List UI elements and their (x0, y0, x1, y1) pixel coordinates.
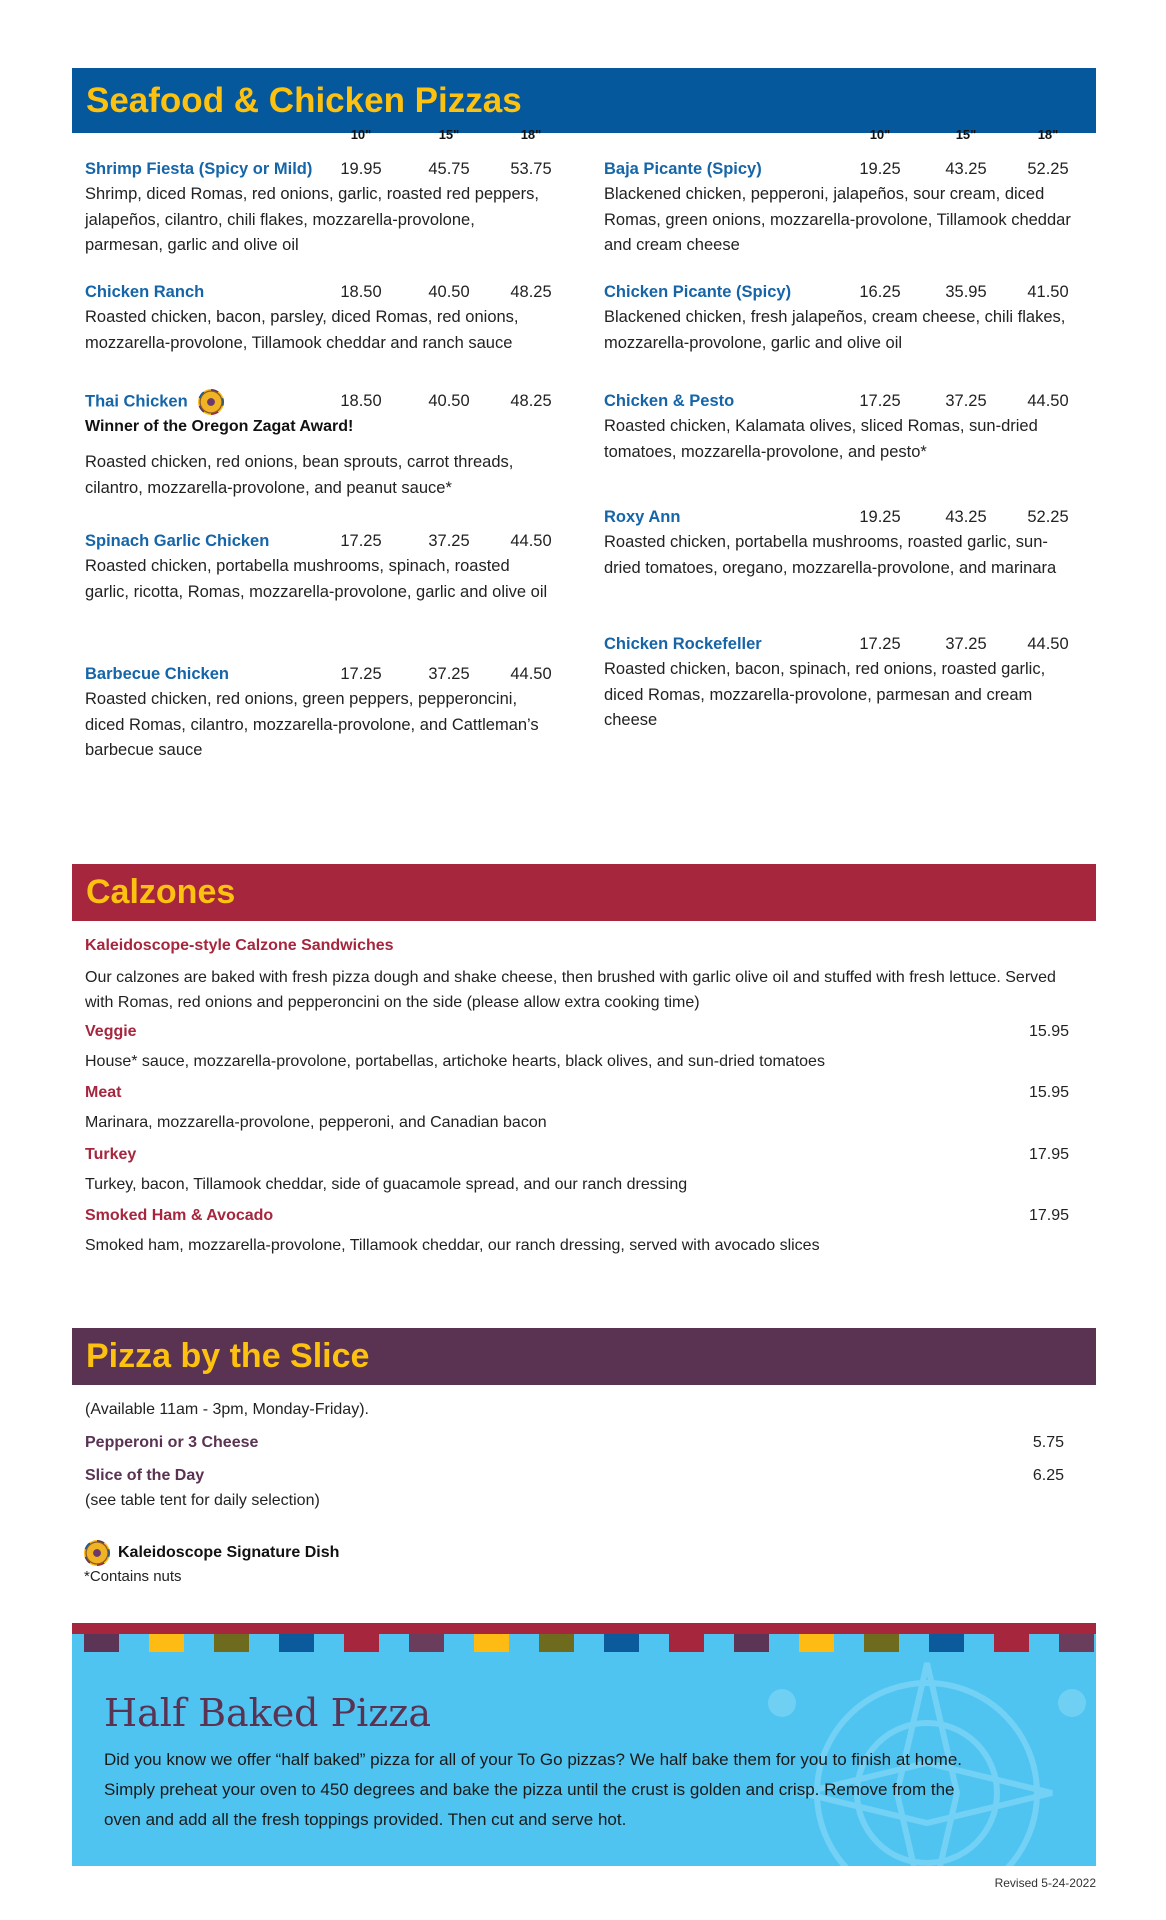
menu-item (604, 632, 1074, 734)
item-price: 16.25 (859, 283, 901, 301)
section-title: Calzones (86, 873, 236, 911)
half-baked-box (72, 1623, 1096, 1866)
item-price: 44.50 (1027, 635, 1069, 653)
menu-item (85, 389, 555, 501)
item-price: 35.95 (945, 283, 987, 301)
menu-item (604, 157, 1074, 259)
size-header: 10" (869, 127, 891, 142)
calzones-header (72, 864, 1096, 921)
stripe-square (669, 1634, 704, 1652)
item-price: 17.25 (340, 665, 382, 683)
item-description: Roasted chicken, portabella mushrooms, roasted garlic, sun-dried tomatoes, oregano, mozzarella-provolone, and marinara (604, 533, 1057, 577)
item-description: Shrimp, diced Romas, red onions, garlic, roasted red peppers, jalapeños, cilantro, chili flakes, mozzarella-provolone, parmesan, garlic and olive oil (85, 185, 539, 254)
item-name: Chicken Rockefeller (604, 635, 762, 653)
size-header: 10" (350, 127, 372, 142)
half-baked-title: Half Baked Pizza (104, 1691, 432, 1735)
signature-label: Kaleidoscope Signature Dish (118, 1544, 340, 1561)
size-header: 15" (955, 127, 977, 142)
item-name-row (85, 157, 555, 182)
calzone-name: Meat (85, 1084, 122, 1101)
item-price: 19.95 (340, 160, 382, 178)
size-header: 18" (1037, 127, 1059, 142)
item-description: Roasted chicken, red onions, bean sprouts, carrot threads, cilantro, mozzarella-provolone, and peanut sauce* (85, 453, 514, 497)
item-name: Chicken & Pesto (604, 392, 735, 410)
item-name-row (85, 662, 555, 687)
item-name: Thai Chicken (85, 392, 188, 411)
item-name: Baja Picante (Spicy) (604, 160, 762, 178)
menu-item (604, 389, 1074, 465)
slice-item-price: 5.75 (1032, 1434, 1064, 1451)
stripe-square (279, 1634, 314, 1652)
menu-item (85, 280, 555, 356)
stripe-square (344, 1634, 379, 1652)
item-name-row (85, 389, 555, 414)
item-price: 41.50 (1027, 283, 1069, 301)
item-price: 40.50 (428, 283, 470, 301)
slice-item-price: 6.25 (1032, 1467, 1064, 1484)
calzone-price: 15.95 (1028, 1023, 1069, 1040)
calzone-name: Turkey (85, 1146, 137, 1163)
item-name: Roxy Ann (604, 508, 681, 526)
item-price: 37.25 (428, 532, 470, 550)
item-price: 18.50 (340, 392, 382, 410)
menu-item (85, 662, 555, 764)
slice-item-note: (see table tent for daily selection) (85, 1492, 320, 1509)
signature-dish-icon (84, 1540, 110, 1566)
size-header: 18" (520, 127, 542, 142)
stripe-square (84, 1634, 119, 1652)
item-price: 48.25 (510, 283, 552, 301)
item-price: 53.75 (510, 160, 552, 178)
item-price: 43.25 (945, 508, 987, 526)
calzone-price: 15.95 (1028, 1084, 1069, 1101)
calzone-price: 17.95 (1028, 1207, 1069, 1224)
item-description: Roasted chicken, red onions, green peppers, pepperoncini, diced Romas, cilantro, mozzarella-provolone, and Cattleman’s barbecue sauce (85, 690, 539, 759)
calzone-name: Veggie (85, 1023, 137, 1040)
slice-header (72, 1328, 1096, 1385)
menu-item (604, 505, 1074, 581)
item-price: 40.50 (428, 392, 470, 410)
item-name: Barbecue Chicken (85, 665, 229, 683)
calzone-price: 17.95 (1028, 1146, 1069, 1163)
item-name-row (85, 529, 555, 554)
stripe-square (149, 1634, 184, 1652)
menu-item (85, 157, 555, 259)
item-name: Shrimp Fiesta (Spicy or Mild) (85, 160, 313, 178)
item-name-row (604, 632, 1074, 657)
item-price: 48.25 (510, 392, 552, 410)
item-price: 19.25 (859, 160, 901, 178)
section-title: Pizza by the Slice (86, 1337, 370, 1375)
item-name: Chicken Picante (Spicy) (604, 283, 792, 301)
item-name-row (85, 280, 555, 305)
calzones-intro: Our calzones are baked with fresh pizza dough and shake cheese, then brushed with garlic olive oil and stuffed with fresh lettuce. Served with Romas, red onions and pepperoncini on the side (please allow extra cooking time) (85, 969, 1056, 1011)
slice-availability: (Available 11am - 3pm, Monday-Friday). (85, 1401, 369, 1418)
calzone-description: Smoked ham, mozzarella-provolone, Tillamook cheddar, our ranch dressing, served with avocado slices (85, 1237, 820, 1254)
menu-item (604, 280, 1074, 356)
seafood-chicken-header (72, 68, 1096, 133)
item-description: Blackened chicken, pepperoni, jalapeños, sour cream, diced Romas, green onions, mozzarella-provolone, Tillamook cheddar and cream cheese (604, 185, 1071, 254)
item-description: Roasted chicken, bacon, spinach, red onions, roasted garlic, diced Romas, mozzarella-provolone, parmesan and cream cheese (604, 660, 1046, 729)
item-name-row (604, 505, 1074, 530)
item-price: 52.25 (1027, 160, 1069, 178)
item-name-row (604, 280, 1074, 305)
signature-dish-icon (198, 389, 224, 415)
stripe-square (214, 1634, 249, 1652)
calzone-description: Turkey, bacon, Tillamook cheddar, side of guacamole spread, and our ranch dressing (85, 1176, 688, 1193)
item-description: Blackened chicken, fresh jalapeños, cream cheese, chili flakes, mozzarella-provolone, garlic and olive oil (604, 308, 1066, 352)
item-price: 37.25 (945, 635, 987, 653)
signature-legend (84, 1540, 339, 1566)
item-price: 18.50 (340, 283, 382, 301)
item-price: 17.25 (859, 392, 901, 410)
item-price: 45.75 (428, 160, 470, 178)
stripe-square (474, 1634, 509, 1652)
nuts-note: *Contains nuts (84, 1568, 182, 1585)
item-price: 52.25 (1027, 508, 1069, 526)
calzone-description: House* sauce, mozzarella-provolone, portabellas, artichoke hearts, black olives, and sun-dried tomatoes (85, 1053, 825, 1070)
item-name-row (604, 157, 1074, 182)
size-header: 15" (438, 127, 460, 142)
item-description: Roasted chicken, Kalamata olives, sliced Romas, sun-dried tomatoes, mozzarella-provolone, and pesto* (604, 417, 1038, 461)
item-price: 37.25 (945, 392, 987, 410)
item-price: 37.25 (428, 665, 470, 683)
item-price: 17.25 (340, 532, 382, 550)
calzones-subtitle: Kaleidoscope-style Calzone Sandwiches (85, 937, 394, 954)
stripe-square (539, 1634, 574, 1652)
item-price: 44.50 (510, 532, 552, 550)
item-price: 44.50 (510, 665, 552, 683)
stripe-bar (72, 1623, 1096, 1634)
slice-item-name: Slice of the Day (85, 1467, 205, 1484)
item-price: 44.50 (1027, 392, 1069, 410)
slice-item-name: Pepperoni or 3 Cheese (85, 1434, 259, 1451)
award-note: Winner of the Oregon Zagat Award! (85, 418, 354, 435)
item-name-row (604, 389, 1074, 414)
item-price: 17.25 (859, 635, 901, 653)
item-description: Roasted chicken, bacon, parsley, diced Romas, red onions, mozzarella-provolone, Tillamook cheddar and ranch sauce (85, 308, 519, 352)
stripe-square (604, 1634, 639, 1652)
calzone-name: Smoked Ham & Avocado (85, 1207, 274, 1224)
item-name: Spinach Garlic Chicken (85, 532, 270, 550)
revised-date: Revised 5-24-2022 (994, 1876, 1096, 1890)
item-price: 43.25 (945, 160, 987, 178)
item-description: Roasted chicken, portabella mushrooms, spinach, roasted garlic, ricotta, Romas, mozzarella-provolone, garlic and olive oil (85, 557, 548, 601)
stripe-square (409, 1634, 444, 1652)
item-price: 19.25 (859, 508, 901, 526)
calzone-description: Marinara, mozzarella-provolone, pepperoni, and Canadian bacon (85, 1114, 547, 1131)
half-baked-body: Did you know we offer “half baked” pizza for all of your To Go pizzas? We half bake them for you to finish at home. Simply preheat your oven to 450 degrees and bake the pizza until the crust is golden and crisp. Remove from the oven and add all the fresh toppings provided. Then cut and serve hot. (104, 1750, 962, 1829)
item-name: Chicken Ranch (85, 283, 205, 301)
menu-item (85, 529, 555, 605)
section-title: Seafood & Chicken Pizzas (86, 80, 522, 120)
